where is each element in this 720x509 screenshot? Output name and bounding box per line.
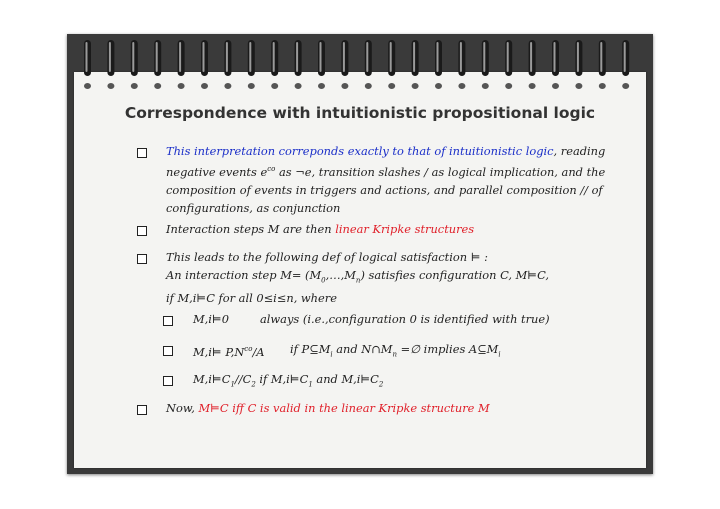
binding-ring-highlight [132,42,134,72]
binding-hole [131,83,138,89]
binding-hole [178,83,185,89]
binding-ring-highlight [203,42,205,72]
binding-hole [412,83,419,89]
rule-parallel: $M,i⊨C_1//C_2$ if $M,i⊨C_1$ and $M,i⊨C_2$ [193,372,384,389]
binding-hole [435,83,442,89]
binding-hole [365,83,372,89]
binding-ring-highlight [343,42,345,72]
highlight-text: M⊨C iff C is valid in the linear Kripke structure M [198,401,490,415]
binding-ring-highlight [507,42,509,72]
rule-zero: M,i⊨0 [193,312,229,326]
binding-ring-highlight [273,42,275,72]
rule-transition-desc: if $P⊆M_i$ and $N\cap M_n$ =∅ implies $A⊆M_i$ [290,342,501,359]
binding-hole [295,83,302,89]
binding-hole [552,83,559,89]
paragraph-conclusion: Now, M⊨C iff C is valid in the linear Kripke structure M [166,401,490,415]
sub-bullet-icon [163,376,173,386]
sub-bullet-icon [163,346,173,356]
binding-ring-highlight [86,42,88,72]
sub-bullet-icon [163,316,173,326]
binding-ring-highlight [179,42,181,72]
highlight-text: This interpretation correponds exactly to that of intuitionistic logic [166,144,554,158]
binding-hole [154,83,161,89]
binding-ring-highlight [437,42,439,72]
binding-ring [575,40,582,76]
binding-ring-highlight [413,42,415,72]
spiral-binding [74,38,646,98]
binding-ring-highlight [554,42,556,72]
binding-hole [84,83,91,89]
binding-hole [341,83,348,89]
bullet-icon [137,254,147,264]
binding-ring-highlight [109,42,111,72]
binding-hole [107,83,114,89]
bullet-icon [137,226,147,236]
binding-ring [131,40,138,76]
rule-transition: M,i⊨ $P,N^{co}/A$ [193,344,265,359]
binding-hole [482,83,489,89]
binding-hole [458,83,465,89]
binding-ring-highlight [624,42,626,72]
binding-ring-highlight [460,42,462,72]
binding-ring-highlight [366,42,368,72]
binding-hole [622,83,629,89]
binding-hole [388,83,395,89]
binding-hole [529,83,536,89]
binding-hole [248,83,255,89]
binding-ring-highlight [320,42,322,72]
binding-ring [271,40,278,76]
binding-hole [318,83,325,89]
binding-ring-highlight [156,42,158,72]
binding-ring-highlight [226,42,228,72]
binding-hole [271,83,278,89]
binding-hole [599,83,606,89]
paragraph-satisfaction: This leads to the following def of logical satisfaction ⊨ : An interaction step $M= (M_0,\dots,M_n)$ satisfies configuration C, M⊨C, if M,i⊨C for all 0≤i≤n, where [166,250,550,306]
binding-ring-highlight [390,42,392,72]
binding-ring-highlight [530,42,532,72]
binding-ring-highlight [600,42,602,72]
binding-hole [575,83,582,89]
binding-ring [178,40,185,76]
binding-hole [224,83,231,89]
binding-ring-highlight [296,42,298,72]
paragraph-interpretation: This interpretation correponds exactly to that of intuitionistic logic, reading negative events $e^{co}$ as ¬e, transition slashes / as logical implication, and the composition of events in triggers and actions, and parallel composition // of configurations, as conjunction [166,144,606,215]
paragraph-interaction-steps: Interaction steps M are then linear Kripke structures [166,222,475,236]
binding-ring-highlight [577,42,579,72]
binding-ring-highlight [483,42,485,72]
rule-zero-desc: always (i.e.,configuration 0 is identified with true) [260,312,550,326]
bullet-icon [137,148,147,158]
bullet-icon [137,405,147,415]
page-title: Correspondence with intuitionistic propositional logic [124,104,596,122]
highlight-text: linear Kripke structures [335,222,475,236]
binding-hole [505,83,512,89]
binding-hole [201,83,208,89]
binding-ring-highlight [249,42,251,72]
